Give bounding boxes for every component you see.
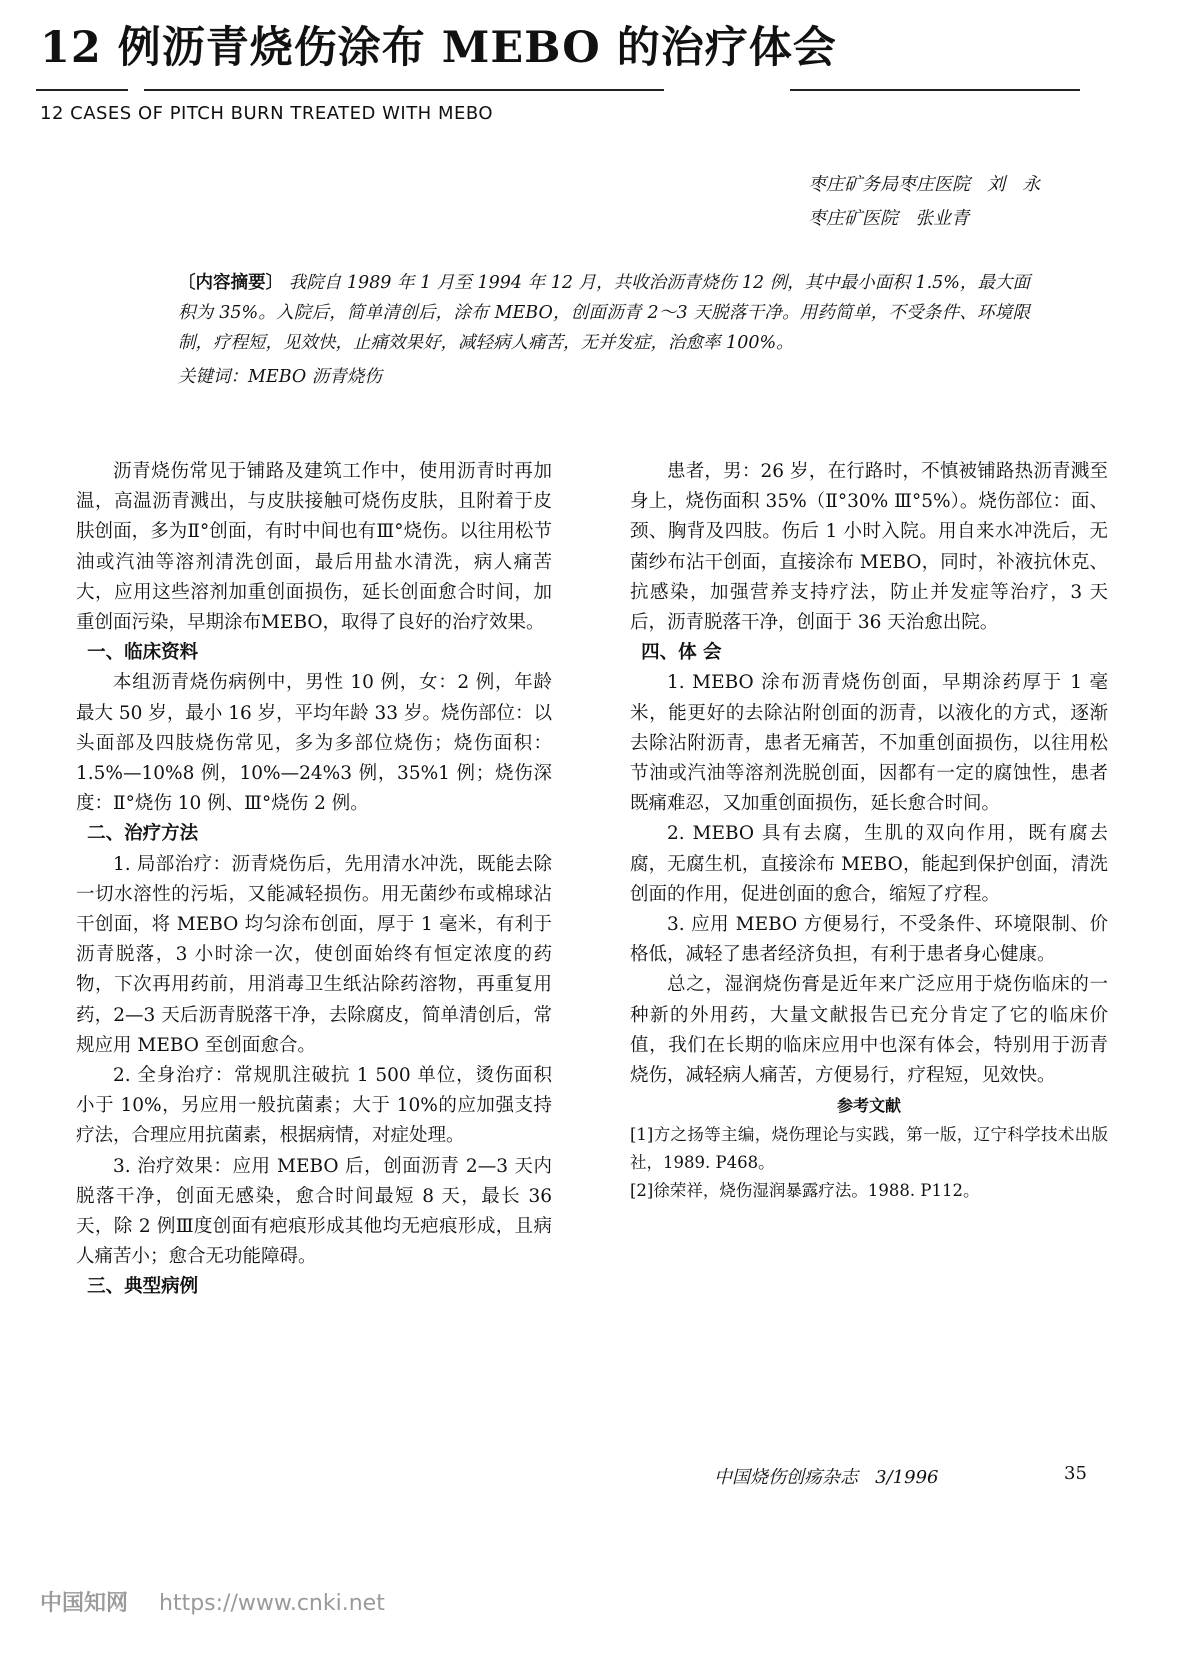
left-column (76, 457, 552, 1303)
section-heading-case: 三、典型病例 (87, 1276, 199, 1298)
author-line: 枣庄矿医院 张业青 (808, 208, 970, 229)
case-paragraph: 患者，男：26 岁，在行路时，不慎被铺路热沥青溅至身上，烧伤面积 35%（Ⅱ°30% Ⅲ°5%）。烧伤部位：面、颈、胸背及四肢。伤后 1 小时入院。用自来水冲洗后，无菌纱布沾干创面，直接涂布 MEBO，同时，补液抗休克、抗感染，加强营养支持疗法，防止并发症等治疗，3 天后，沥青脱落干净，创面于 36 天治愈出院。 (630, 461, 1108, 634)
experience-paragraph-2: 2. MEBO 具有去腐，生肌的双向作用，既有腐去腐，无腐生机，直接涂布 MEBO，能起到保护创面，清洗创面的作用，促进创面的愈合，缩短了疗程。 (630, 823, 1108, 905)
author-line: 枣庄矿务局枣庄医院 刘 永 (808, 174, 1041, 195)
section-heading-experience: 四、体 会 (641, 642, 722, 664)
experience-paragraph-1: 1. MEBO 涂布沥青烧伤创面，早期涂药厚于 1 毫米，能更好的去除沾附创面的沥青，以液化的方式，逐渐去除沾附沥青，患者无痛苦，不加重创面损伤，以往用松节油或汽油等溶剂洗脱创面，因都有一定的腐蚀性，患者既痛难忍，又加重创面损伤，延长愈合时间。 (630, 672, 1108, 815)
page-number: 35 (1064, 1463, 1087, 1484)
title-rule-middle (144, 89, 664, 91)
section-heading-clinical: 一、临床资料 (87, 642, 199, 664)
abstract-paragraph (178, 268, 1030, 358)
journal-footer: 中国烧伤创疡杂志 3/1996 (714, 1467, 939, 1488)
treatment-systemic-paragraph: 2. 全身治疗：常规肌注破抗 1 500 单位，烫伤面积小于 10%，另应用一般抗菌素；大于 10%的应加强支持疗法，合理应用抗菌素，根据病情，对症处理。 (76, 1065, 552, 1147)
reference-item: [1]方之扬等主编，烧伤理论与实践，第一版，辽宁科学技术出版社，1989. P468。 (630, 1125, 1108, 1173)
section-heading-treatment: 二、治疗方法 (87, 823, 199, 845)
article-title: 12 例沥青烧伤涂布 MEBO 的治疗体会 (40, 23, 837, 73)
abstract (178, 268, 1030, 392)
references-heading: 参考文献 (836, 1096, 901, 1116)
clinical-paragraph: 本组沥青烧伤病例中，男性 10 例，女：2 例，年龄最大 50 岁，最小 16 岁，平均年龄 33 岁。烧伤部位：以头面部及四肢烧伤常见，多为多部位烧伤；烧伤面积：1.5%—10%8 例，10%—24%3 例，35%1 例；烧伤深度：Ⅱ°烧伤 10 例、Ⅲ°烧伤 2 例。 (76, 672, 552, 815)
intro-paragraph: 沥青烧伤常见于铺路及建筑工作中，使用沥青时再加温，高温沥青溅出，与皮肤接触可烧伤皮肤，且附着于皮肤创面，多为Ⅱ°创面，有时中间也有Ⅲ°烧伤。以往用松节油或汽油等溶剂清洗创面，最后用盐水清洗，病人痛苦大，应用这些溶剂加重创面损伤，延长创面愈合时间，加重创面污染，早期涂布MEBO，取得了良好的治疗效果。 (76, 461, 552, 634)
treatment-local-paragraph: 1. 局部治疗：沥青烧伤后，先用清水冲洗，既能去除一切水溶性的污垢，又能减轻损伤。用无菌纱布或棉球沾干创面，将 MEBO 均匀涂布创面，厚于 1 毫米，有利于沥青脱落，3 小时涂一次，使创面始终有恒定浓度的药物，下次再用药前，用消毒卫生纸沾除药溶物，再重复用药，2—3 天后沥青脱落干净，去除腐皮，简单清创后，常规应用 MEBO 至创面愈合。 (76, 853, 552, 1056)
author-affiliations (808, 168, 1040, 236)
right-column (630, 457, 1108, 1205)
title-rule-left (36, 89, 128, 91)
title-rule-right (790, 89, 1080, 91)
cnki-watermark (40, 1586, 385, 1617)
abstract-text: 我院自 1989 年 1 月至 1994 年 12 月，共收治沥青烧伤 12 例，其中最小面积 1.5%，最大面积为 35%。入院后，简单清创后，涂布 MEBO，创面沥青 2～3 天脱落干净。用药简单，不受条件、环境限制，疗程短，见效快，止痛效果好，减轻病人痛苦，无并发症，治愈率 100%。 (178, 273, 1031, 353)
cnki-url[interactable]: https://www.cnki.net (159, 1591, 385, 1616)
cnki-logo: 中国知网 (40, 1591, 129, 1616)
treatment-result-paragraph: 3. 治疗效果：应用 MEBO 后，创面沥青 2—3 天内脱落干净，创面无感染，愈合时间最短 8 天，最长 36 天，除 2 例Ⅲ度创面有疤痕形成其他均无疤痕形成，且病人痛苦小；愈合无功能障碍。 (76, 1155, 552, 1268)
conclusion-paragraph: 总之，湿润烧伤膏是近年来广泛应用于烧伤临床的一种新的外用药，大量文献报告已充分肯定了它的临床价值，我们在长期的临床应用中也深有体会，特别用于沥青烧伤，减轻病人痛苦，方便易行，疗程短，见效快。 (630, 974, 1108, 1087)
reference-item: [2]徐荣祥，烧伤湿润暴露疗法。1988. P112。 (630, 1181, 980, 1201)
english-title: 12 CASES OF PITCH BURN TREATED WITH MEBO (40, 103, 494, 124)
keywords: 关键词：MEBO 沥青烧伤 (178, 367, 382, 387)
abstract-label: 〔内容摘要〕 (178, 273, 284, 293)
experience-paragraph-3: 3. 应用 MEBO 方便易行，不受条件、环境限制、价格低，减轻了患者经济负担，有利于患者身心健康。 (630, 914, 1108, 966)
